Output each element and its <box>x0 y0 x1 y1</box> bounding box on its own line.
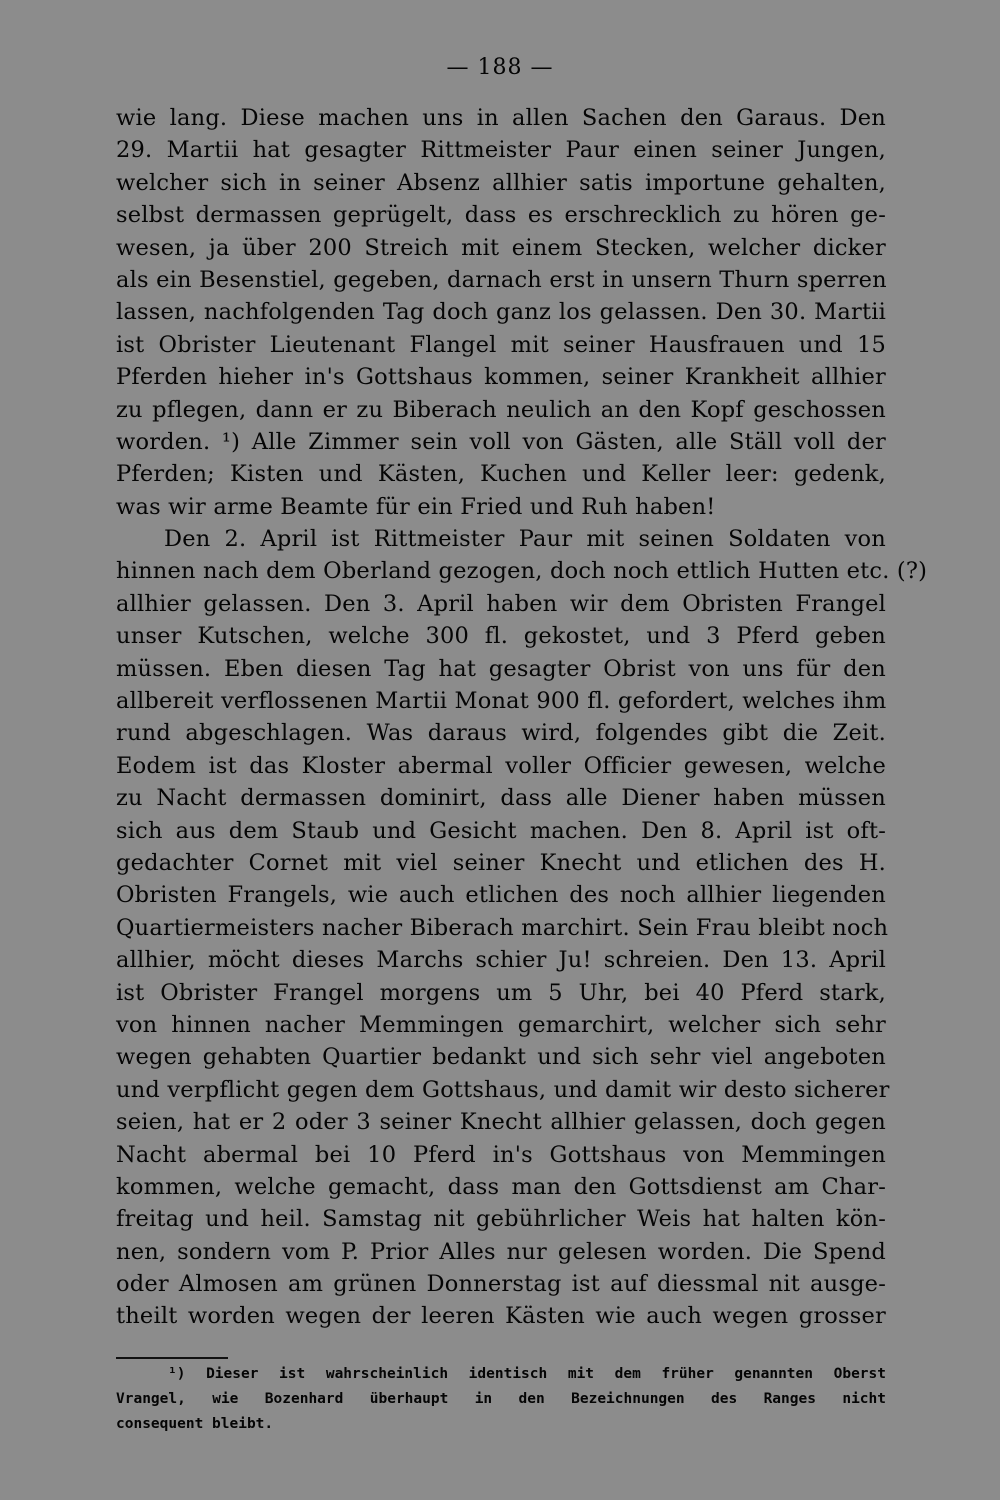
page-number: — 188 — <box>446 55 554 80</box>
text-line: Quartiermeisters nacher Biberach marchirt. Sein Frau bleibt noch <box>116 914 889 941</box>
text-line: Obristen Frangels, wie auch etlichen des noch allhier liegenden <box>116 882 886 909</box>
text-line: selbst dermassen geprügelt, dass es erschrecklich zu hören ge- <box>116 202 886 229</box>
footnote <box>116 1362 886 1437</box>
text-line: zu pflegen, dann er zu Biberach neulich an den Kopf geschossen <box>116 396 886 423</box>
text-line: wegen gehabten Quartier bedankt und sich sehr viel angeboten <box>116 1044 886 1071</box>
text-line: ist Obrister Lieutenant Flangel mit seiner Hausfrauen und 15 <box>116 331 886 358</box>
text-line: Pferden hieher in's Gottshaus kommen, seiner Krankheit allhier <box>116 364 886 391</box>
text-line: wesen, ja über 200 Streich mit einem Stecken, welcher dicker <box>116 234 886 261</box>
footnote-divider <box>116 1357 228 1359</box>
text-line: nen, sondern vom P. Prior Alles nur gelesen worden. Die Spend <box>116 1238 886 1265</box>
text-line: rund abgeschlagen. Was daraus wird, folgendes gibt die Zeit. <box>116 720 886 747</box>
text-line: sich aus dem Staub und Gesicht machen. Den 8. April ist oft- <box>116 817 886 844</box>
text-line: ist Obrister Frangel morgens um 5 Uhr, bei 40 Pferd stark, <box>116 979 886 1006</box>
text-line: von hinnen nacher Memmingen gemarchirt, welcher sich sehr <box>116 1011 886 1038</box>
body-text <box>116 102 928 1333</box>
text-line: und verpflicht gegen dem Gottshaus, und damit wir desto sicherer <box>116 1076 890 1103</box>
text-line: allhier gelassen. Den 3. April haben wir dem Obristen Frangel <box>116 590 886 617</box>
text-line: was wir arme Beamte für ein Fried und Ruh haben! <box>116 493 716 520</box>
text-line: worden. ¹) Alle Zimmer sein voll von Gästen, alle Ställ voll der <box>116 428 886 455</box>
text-line: oder Almosen am grünen Donnerstag ist auf diessmal nit ausge- <box>116 1271 886 1298</box>
text-line: freitag und heil. Samstag nit gebührlicher Weis hat halten kön- <box>116 1206 886 1233</box>
paragraph-2 <box>116 523 928 1333</box>
footnote-line: consequent bleibt. <box>116 1416 274 1432</box>
text-line: 29. Martii hat gesagter Rittmeister Paur einen seiner Jungen, <box>116 137 886 164</box>
text-line: wie lang. Diese machen uns in allen Sachen den Garaus. Den <box>116 105 886 131</box>
text-line: gedachter Cornet mit viel seiner Knecht und etlichen des H. <box>116 849 886 876</box>
text-line: Pferden; Kisten und Kästen, Kuchen und Keller leer: gedenk, <box>116 461 886 488</box>
text-line: theilt worden wegen der leeren Kästen wie auch wegen grosser <box>116 1303 886 1330</box>
footnote-line: ¹) Dieser ist wahrscheinlich identisch mit dem früher genannten Oberst <box>168 1366 886 1382</box>
text-line: müssen. Eben diesen Tag hat gesagter Obrist von uns für den <box>116 655 886 682</box>
text-line: Nacht abermal bei 10 Pferd in's Gottshaus von Memmingen <box>116 1141 886 1168</box>
text-line: lassen, nachfolgenden Tag doch ganz los gelassen. Den 30. Martii <box>116 299 886 326</box>
text-line: Den 2. April ist Rittmeister Paur mit seinen Soldaten von <box>164 526 886 553</box>
text-line: Eodem ist das Kloster abermal voller Officier gewesen, welche <box>116 752 886 779</box>
text-line: hinnen nach dem Oberland gezogen, doch noch ettlich Hutten etc. (?) <box>116 558 928 585</box>
text-line: seien, hat er 2 oder 3 seiner Knecht allhier gelassen, doch gegen <box>116 1109 886 1136</box>
paragraph-1 <box>116 102 886 523</box>
text-line: kommen, welche gemacht, dass man den Gottsdienst am Char- <box>116 1173 886 1200</box>
text-line: unser Kutschen, welche 300 fl. gekostet, und 3 Pferd geben <box>116 623 886 650</box>
text-line: allbereit verflossenen Martii Monat 900 fl. gefordert, welches ihm <box>116 688 887 715</box>
text-line: allhier, möcht dieses Marchs schier Ju! schreien. Den 13. April <box>116 947 886 974</box>
text-line: welcher sich in seiner Absenz allhier satis importune gehalten, <box>116 169 886 196</box>
footnote-line: Vrangel, wie Bozenhard überhaupt in den Bezeichnungen des Ranges nicht <box>116 1391 886 1407</box>
text-line: zu Nacht dermassen dominirt, dass alle Diener haben müssen <box>116 785 886 812</box>
text-line: als ein Besenstiel, gegeben, darnach erst in unsern Thurn sperren <box>116 266 887 293</box>
